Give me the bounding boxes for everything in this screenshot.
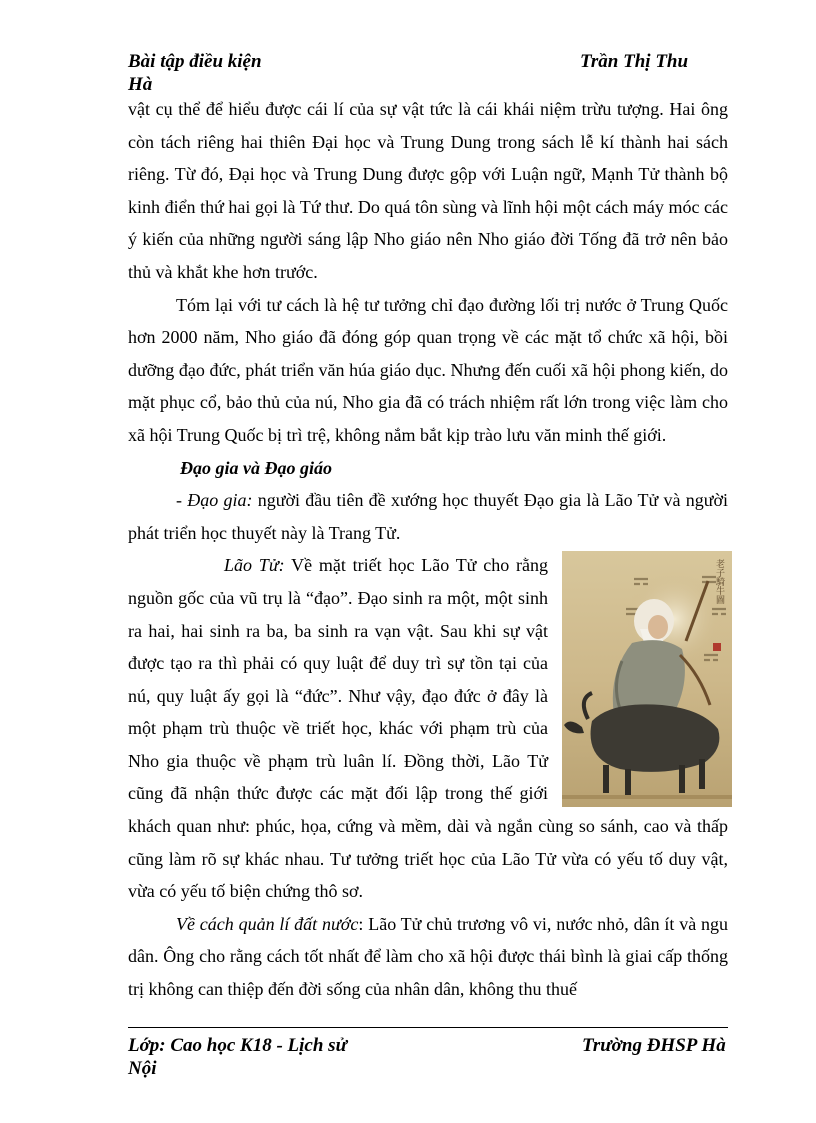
footer-class: Lớp: Cao học K18 - Lịch sử bbox=[128, 1035, 347, 1056]
governance-text: : Lão Tử chủ trương vô vi, nước nhỏ, dân ít và ngu dân. Ông cho rằng cách tốt nhất để làm cho xã hội được thái bình là giai cấp thống trị không can thiệp đến đời sống của nhân dân, không thu thuế bbox=[128, 913, 728, 1000]
footer-school: Trường ĐHSP Hà bbox=[582, 1035, 726, 1056]
lao-tzu-label: Lão Tử: bbox=[224, 555, 285, 576]
laozi-painting bbox=[562, 551, 732, 807]
header-author: Trần Thị Thu bbox=[580, 51, 689, 72]
section-heading-daoism: Đạo gia và Đạo giáo bbox=[180, 457, 332, 478]
header-course-title-wrap: Hà bbox=[128, 74, 153, 95]
governance-label: Về cách quản lí đất nước bbox=[176, 913, 359, 934]
footer-rule bbox=[128, 1027, 728, 1028]
paragraph-song-confucianism: vật cụ thể để hiểu được cái lí của sự vật tức là cái khái niệm trừu tượng. Hai ông còn tách riêng hai thiên Đại học và Trung Dung trong sách lễ kí thành hai sách riêng. Từ đó, Đại học và Trung Dung được gộp với Luận ngữ, Mạnh Tử thành bộ kinh điển thứ hai gọi là Tứ thư. Do quá tôn sùng và lĩnh hội một cách máy móc các ý kiến của những người sáng lập Nho giáo nên Nho giáo đời Tống đã trở nên bảo thủ và khắt khe hơn trước. bbox=[128, 99, 728, 282]
dao-gia-text: người đầu tiên đề xướng học thuyết Đạo gia là Lão Tử và người phát triển học thuyết này là Trang Tử. bbox=[128, 490, 728, 543]
dao-gia-label: - Đạo gia: bbox=[176, 490, 253, 511]
red-seal-stamp bbox=[713, 643, 721, 651]
paragraph-governance bbox=[128, 908, 728, 1006]
paragraph-lao-tzu bbox=[128, 549, 728, 908]
laozi-on-ox-illustration bbox=[562, 551, 732, 807]
paragraph-summary: Tóm lại với tư cách là hệ tư tưởng chỉ đạo đường lối trị nước ở Trung Quốc hơn 2000 năm, Nho giáo đã đóng góp quan trọng về các mặt tổ chức xã hội, bồi dưỡng đạo đức, phát triển văn húa giáo dục. Nhưng đến cuối xã hội phong kiến, do mặt phục cổ, bảo thủ của nú, Nho gia đã có trách nhiệm rất lớn trong việc làm cho xã hội Trung Quốc bị trì trệ, không nắm bắt kịp trào lưu văn minh thế giới. bbox=[128, 294, 728, 445]
body-text bbox=[128, 93, 728, 1006]
footer-class-wrap: Nội bbox=[128, 1058, 157, 1079]
paragraph-dao-gia bbox=[128, 484, 728, 549]
header-course-title: Bài tập điều kiện bbox=[128, 51, 262, 72]
illustration-caption: 老子騎牛圖 bbox=[714, 559, 724, 605]
lao-tzu-text: Về mặt triết học Lão Tử cho rằng nguồn gốc của vũ trụ là “đạo”. Đạo sinh ra một, một sinh ra hai, hai sinh ra ba, ba sinh ra vạn vật. Sau khi sự vật được tạo ra thì phải có quy luật để duy trì sự tồn tại của nú, quy luật ấy gọi là “đức”. Như vậy, đạo đức ở đây là một phạm trù thuộc về triết học, khác với phạm trù của Nho gia thuộc về phạm trù luân lí. Đồng thời, Lão Tử cũng đã nhận thức được các mặt đối lập trong thế giới khách quan như: phúc, họa, cứng và mềm, dài và ngắn cùng so sánh, cao và thấp cũng làm rõ sự khác nhau. Tư tưởng triết học của Lão Tử vừa có yếu tố duy vật, vừa có yếu tố biện chứng thô sơ. bbox=[128, 555, 728, 902]
